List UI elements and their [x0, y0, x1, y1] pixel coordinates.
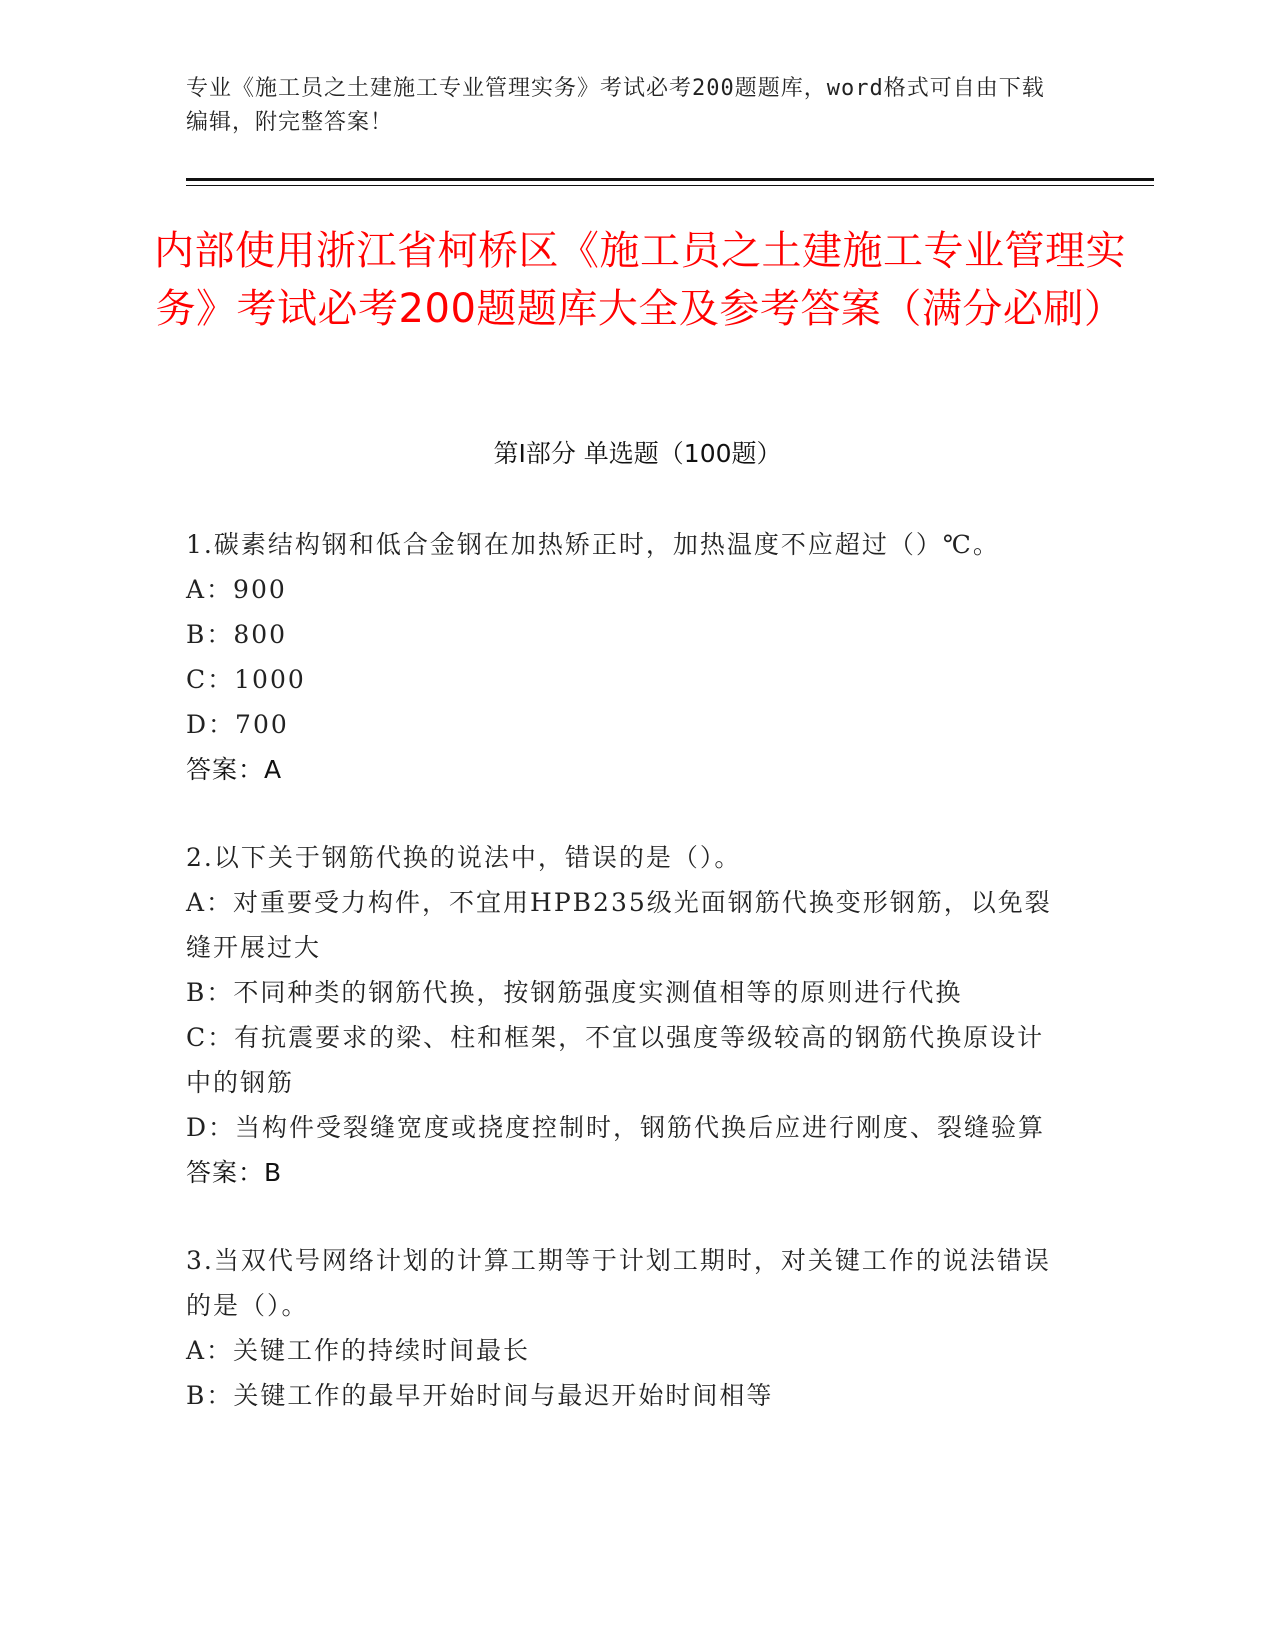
option-d: D：700 [186, 710, 289, 739]
document-title: 内部使用浙江省柯桥区《施工员之土建施工专业管理实务》考试必考200题题库大全及参考答案（满分必刷） [154, 228, 1126, 332]
option-b: B：不同种类的钢筋代换，按钢筋强度实测值相等的原则进行代换 [186, 978, 963, 1007]
answer-line: 答案：B [186, 1158, 283, 1187]
header-rule-thin [186, 185, 1154, 186]
question-list [186, 522, 1066, 1418]
question-2 [186, 835, 1066, 1195]
question-1 [186, 522, 1066, 792]
answer-line: 答案：A [186, 755, 283, 784]
question-gap [186, 1195, 1066, 1238]
question-stem: 1.碳素结构钢和低合金钢在加热矫正时，加热温度不应超过（）℃。 [186, 530, 1000, 559]
option-a: A：900 [186, 575, 287, 604]
option-c: C：有抗震要求的梁、柱和框架，不宜以强度等级较高的钢筋代换原设计中的钢筋 [186, 1023, 1045, 1097]
option-b: B：800 [186, 620, 288, 649]
header-rule-thick [186, 178, 1154, 181]
header-note: 专业《施工员之土建施工专业管理实务》考试必考200题题库，word格式可自由下载编辑，附完整答案！ [186, 76, 1045, 135]
question-3 [186, 1238, 1066, 1418]
question-stem: 3.当双代号网络计划的计算工期等于计划工期时，对关键工作的说法错误的是（）。 [186, 1246, 1051, 1320]
option-d: D：当构件受裂缝宽度或挠度控制时，钢筋代换后应进行刚度、裂缝验算 [186, 1113, 1046, 1142]
question-stem: 2.以下关于钢筋代换的说法中，错误的是（）。 [186, 843, 742, 872]
option-a: A：对重要受力构件，不宜用HPB235级光面钢筋代换变形钢筋，以免裂缝开展过大 [186, 888, 1052, 962]
option-a: A：关键工作的持续时间最长 [186, 1336, 531, 1365]
section-heading: 第Ⅰ部分 单选题（100题） [493, 439, 782, 468]
option-c: C：1000 [186, 665, 306, 694]
question-gap [186, 792, 1066, 835]
option-b: B：关键工作的最早开始时间与最迟开始时间相等 [186, 1381, 774, 1410]
